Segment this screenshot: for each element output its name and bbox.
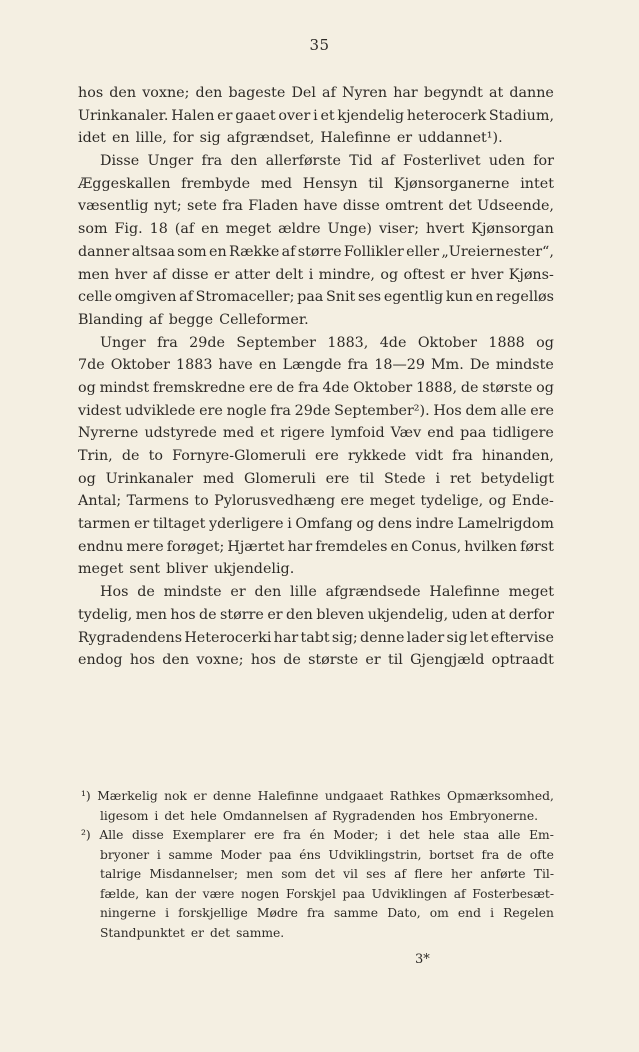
text-line: Æggeskallen frembyde med Hensyn til Kjønsorganerne intet	[78, 175, 554, 192]
text-line: og Urinkanaler med Glomeruli ere til Stede i ret betydeligt	[78, 470, 554, 487]
text-line: Urinkanaler. Halen er gaaet over i et kjendelig heterocerk Stadium,	[78, 107, 554, 124]
text-line: men hver af disse er atter delt i mindre, og oftest er hver Kjøns-	[78, 266, 554, 283]
text-line: endog hos den voxne; hos de største er til Gjengjæld optraadt	[78, 652, 554, 669]
text-line: meget sent bliver ukjendelig.	[78, 561, 295, 578]
text-line: tydelig, men hos de større er den bleven ukjendelig, uden at derfor	[78, 606, 554, 623]
body-text	[78, 82, 554, 672]
text-line: Unger fra 29de September 1883, 4de Oktober 1888 og	[100, 334, 554, 351]
text-line: Blanding af begge Celleformer.	[78, 311, 309, 328]
footnote-line: fælde, kan der være nogen Forskjel paa Udviklingen af Fosterbesæt-	[100, 886, 554, 901]
footnote-line: ²) Alle disse Exemplarer ere fra én Moder; i det hele staa alle Em-	[81, 828, 554, 842]
text-line: Trin, de to Fornyre-Glomeruli ere rykkede vidt fra hinanden,	[78, 448, 554, 464]
footnotes	[78, 787, 554, 943]
footnote-line: ningerne i forskjellige Mødre fra samme Dato, om end i Regelen	[100, 906, 554, 920]
text-line: Antal; Tarmens to Pylorusvedhæng ere meget tydelige, og Ende-	[78, 493, 554, 510]
text-line: og mindst fremskredne ere de fra 4de Oktober 1888, de største og	[78, 379, 554, 396]
footnote-line: talrige Misdannelser; men som det vil ses af flere her anførte Til-	[100, 867, 554, 881]
footnote-line: Standpunktet er det samme.	[100, 925, 285, 940]
text-line: 7de Oktober 1883 have en Længde fra 18—29 Mm. De mindste	[78, 357, 554, 374]
text-line: idet en lille, for sig afgrændset, Halefinne er uddannet¹).	[78, 130, 503, 147]
footnote-line: bryoner i samme Moder paa éns Udviklingstrin, bortset fra de ofte	[100, 847, 554, 862]
footnote-line: ligesom i det hele Omdannelsen af Rygradenden hos Embryonerne.	[100, 808, 539, 823]
text-line: Nyrerne udstyrede med et rigere lymfoid Væv end paa tidligere	[78, 425, 554, 442]
footnote-line: ¹) Mærkelig nok er denne Halefinne undgaaet Rathkes Opmærksomhed,	[81, 789, 554, 803]
text-line: væsentlig nyt; sete fra Fladen have disse omtrent det Udseende,	[78, 198, 554, 215]
signature-mark: 3*	[415, 952, 430, 967]
text-line: endnu mere forøget; Hjærtet har fremdeles en Conus, hvilken først	[78, 538, 554, 555]
text-line: danner altsaa som en Række af større Follikler eller „Ureiernester“,	[78, 243, 554, 260]
text-line: hos den voxne; den bageste Del af Nyren har begyndt at danne	[78, 85, 554, 101]
text-line: Rygradendens Heterocerki har tabt sig; denne lader sig let eftervise	[78, 629, 554, 646]
text-line: Disse Unger fra den allerførste Tid af Fosterlivet uden for	[100, 153, 554, 170]
text-line: videst udviklede ere nogle fra 29de September²). Hos dem alle ere	[78, 402, 554, 419]
text-line: celle omgiven af Stromaceller; paa Snit ses egentlig kun en regelløs	[78, 289, 554, 306]
text-line: Hos de mindste er den lille afgrændsede Halefinne meget	[100, 584, 554, 601]
text-line: som Fig. 18 (af en meget ældre Unge) viser; hvert Kjønsorgan	[78, 221, 554, 238]
page-number: 35	[309, 36, 330, 54]
text-line: tarmen er tiltaget yderligere i Omfang og dens indre Lamelrigdom	[78, 516, 554, 533]
